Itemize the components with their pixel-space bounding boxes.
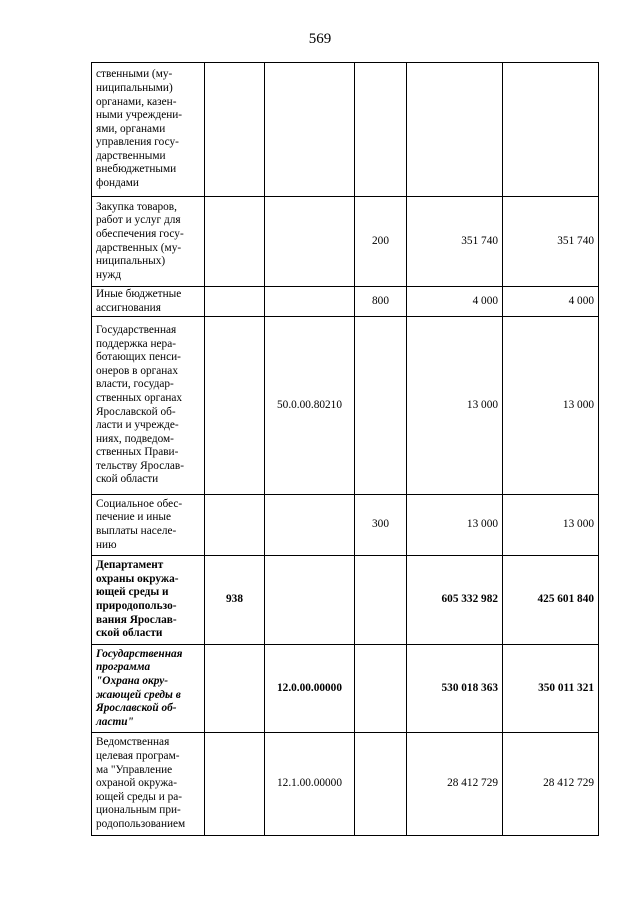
- expense-type-cell: 200: [355, 197, 407, 287]
- expense-type-cell: [355, 556, 407, 645]
- sum-year1-cell: 530 018 363: [407, 645, 503, 733]
- row-name-cell: [92, 495, 205, 556]
- expense-type-cell: 300: [355, 495, 407, 556]
- target-article-cell: [265, 63, 355, 197]
- expense-type-cell: 800: [355, 287, 407, 317]
- sum-year2-cell: 350 011 321: [503, 645, 599, 733]
- row-name-cell: [92, 287, 205, 317]
- ministry-code-cell: [205, 495, 265, 556]
- sum-year2-cell: 13 000: [503, 495, 599, 556]
- sum-year1-cell: 4 000: [407, 287, 503, 317]
- target-article-cell: [265, 556, 355, 645]
- target-article-cell: [265, 287, 355, 317]
- row-name-text: Государственная программа "Охрана окру- жающей среды в Ярославской об- ласти": [96, 647, 183, 728]
- row-name-cell: [92, 733, 205, 836]
- ministry-code-cell: [205, 317, 265, 495]
- row-name-text: Ведомственная целевая програм- ма "Управление охраной окружа- ющей среды и ра- циональным при- родопользованием: [96, 736, 186, 830]
- expense-type-cell: [355, 645, 407, 733]
- target-article-cell: 50.0.00.80210: [265, 317, 355, 495]
- budget-table: [91, 62, 599, 836]
- sum-year2-cell: 425 601 840: [503, 556, 599, 645]
- ministry-code-cell: 938: [205, 556, 265, 645]
- row-name-text: ственными (му- ниципальными) органами, казен- ными учреждени- ями, органами управления госу- дарственными внебюджетными фондами: [96, 68, 183, 190]
- row-name-cell: [92, 197, 205, 287]
- ministry-code-cell: [205, 733, 265, 836]
- ministry-code-cell: [205, 63, 265, 197]
- sum-year1-cell: 351 740: [407, 197, 503, 287]
- table-row: [92, 287, 599, 317]
- row-name-text: Иные бюджетные ассигнования: [96, 287, 182, 314]
- ministry-code-cell: [205, 645, 265, 733]
- target-article-cell: [265, 197, 355, 287]
- target-article-cell: 12.1.00.00000: [265, 733, 355, 836]
- row-name-text: Государственная поддержка нера- ботающих пенси- онеров в органах власти, государ- ственных органах Ярославской об- ласти и учрежде- ниях, подведом- ственных Прави- тельству Ярослав- ской области: [96, 323, 184, 486]
- row-name-cell: [92, 63, 205, 197]
- table-row: [92, 556, 599, 645]
- expense-type-cell: [355, 63, 407, 197]
- row-name-cell: [92, 317, 205, 495]
- sum-year2-cell: 351 740: [503, 197, 599, 287]
- ministry-code-cell: [205, 287, 265, 317]
- target-article-cell: 12.0.00.00000: [265, 645, 355, 733]
- table-row: [92, 63, 599, 197]
- expense-type-cell: [355, 317, 407, 495]
- sum-year2-cell: [503, 63, 599, 197]
- row-name-cell: [92, 645, 205, 733]
- ministry-code-cell: [205, 197, 265, 287]
- sum-year1-cell: [407, 63, 503, 197]
- table-row: [92, 317, 599, 495]
- row-name-cell: [92, 556, 205, 645]
- table-row: [92, 733, 599, 836]
- sum-year2-cell: 28 412 729: [503, 733, 599, 836]
- page-number: 569: [308, 31, 332, 47]
- sum-year2-cell: 4 000: [503, 287, 599, 317]
- sum-year1-cell: 13 000: [407, 317, 503, 495]
- row-name-text: Департамент охраны окружа- ющей среды и природопользо- вания Ярослав- ской области: [96, 559, 179, 640]
- target-article-cell: [265, 495, 355, 556]
- sum-year1-cell: 28 412 729: [407, 733, 503, 836]
- row-name-text: Закупка товаров, работ и услуг для обеспечения госу- дарственных (му- ниципальных) нужд: [96, 200, 184, 281]
- row-name-text: Социальное обес- печение и иные выплаты населе- нию: [96, 497, 183, 551]
- table-row: [92, 495, 599, 556]
- sum-year1-cell: 605 332 982: [407, 556, 503, 645]
- expense-type-cell: [355, 733, 407, 836]
- table-row: [92, 197, 599, 287]
- sum-year1-cell: 13 000: [407, 495, 503, 556]
- table-row: [92, 645, 599, 733]
- sum-year2-cell: 13 000: [503, 317, 599, 495]
